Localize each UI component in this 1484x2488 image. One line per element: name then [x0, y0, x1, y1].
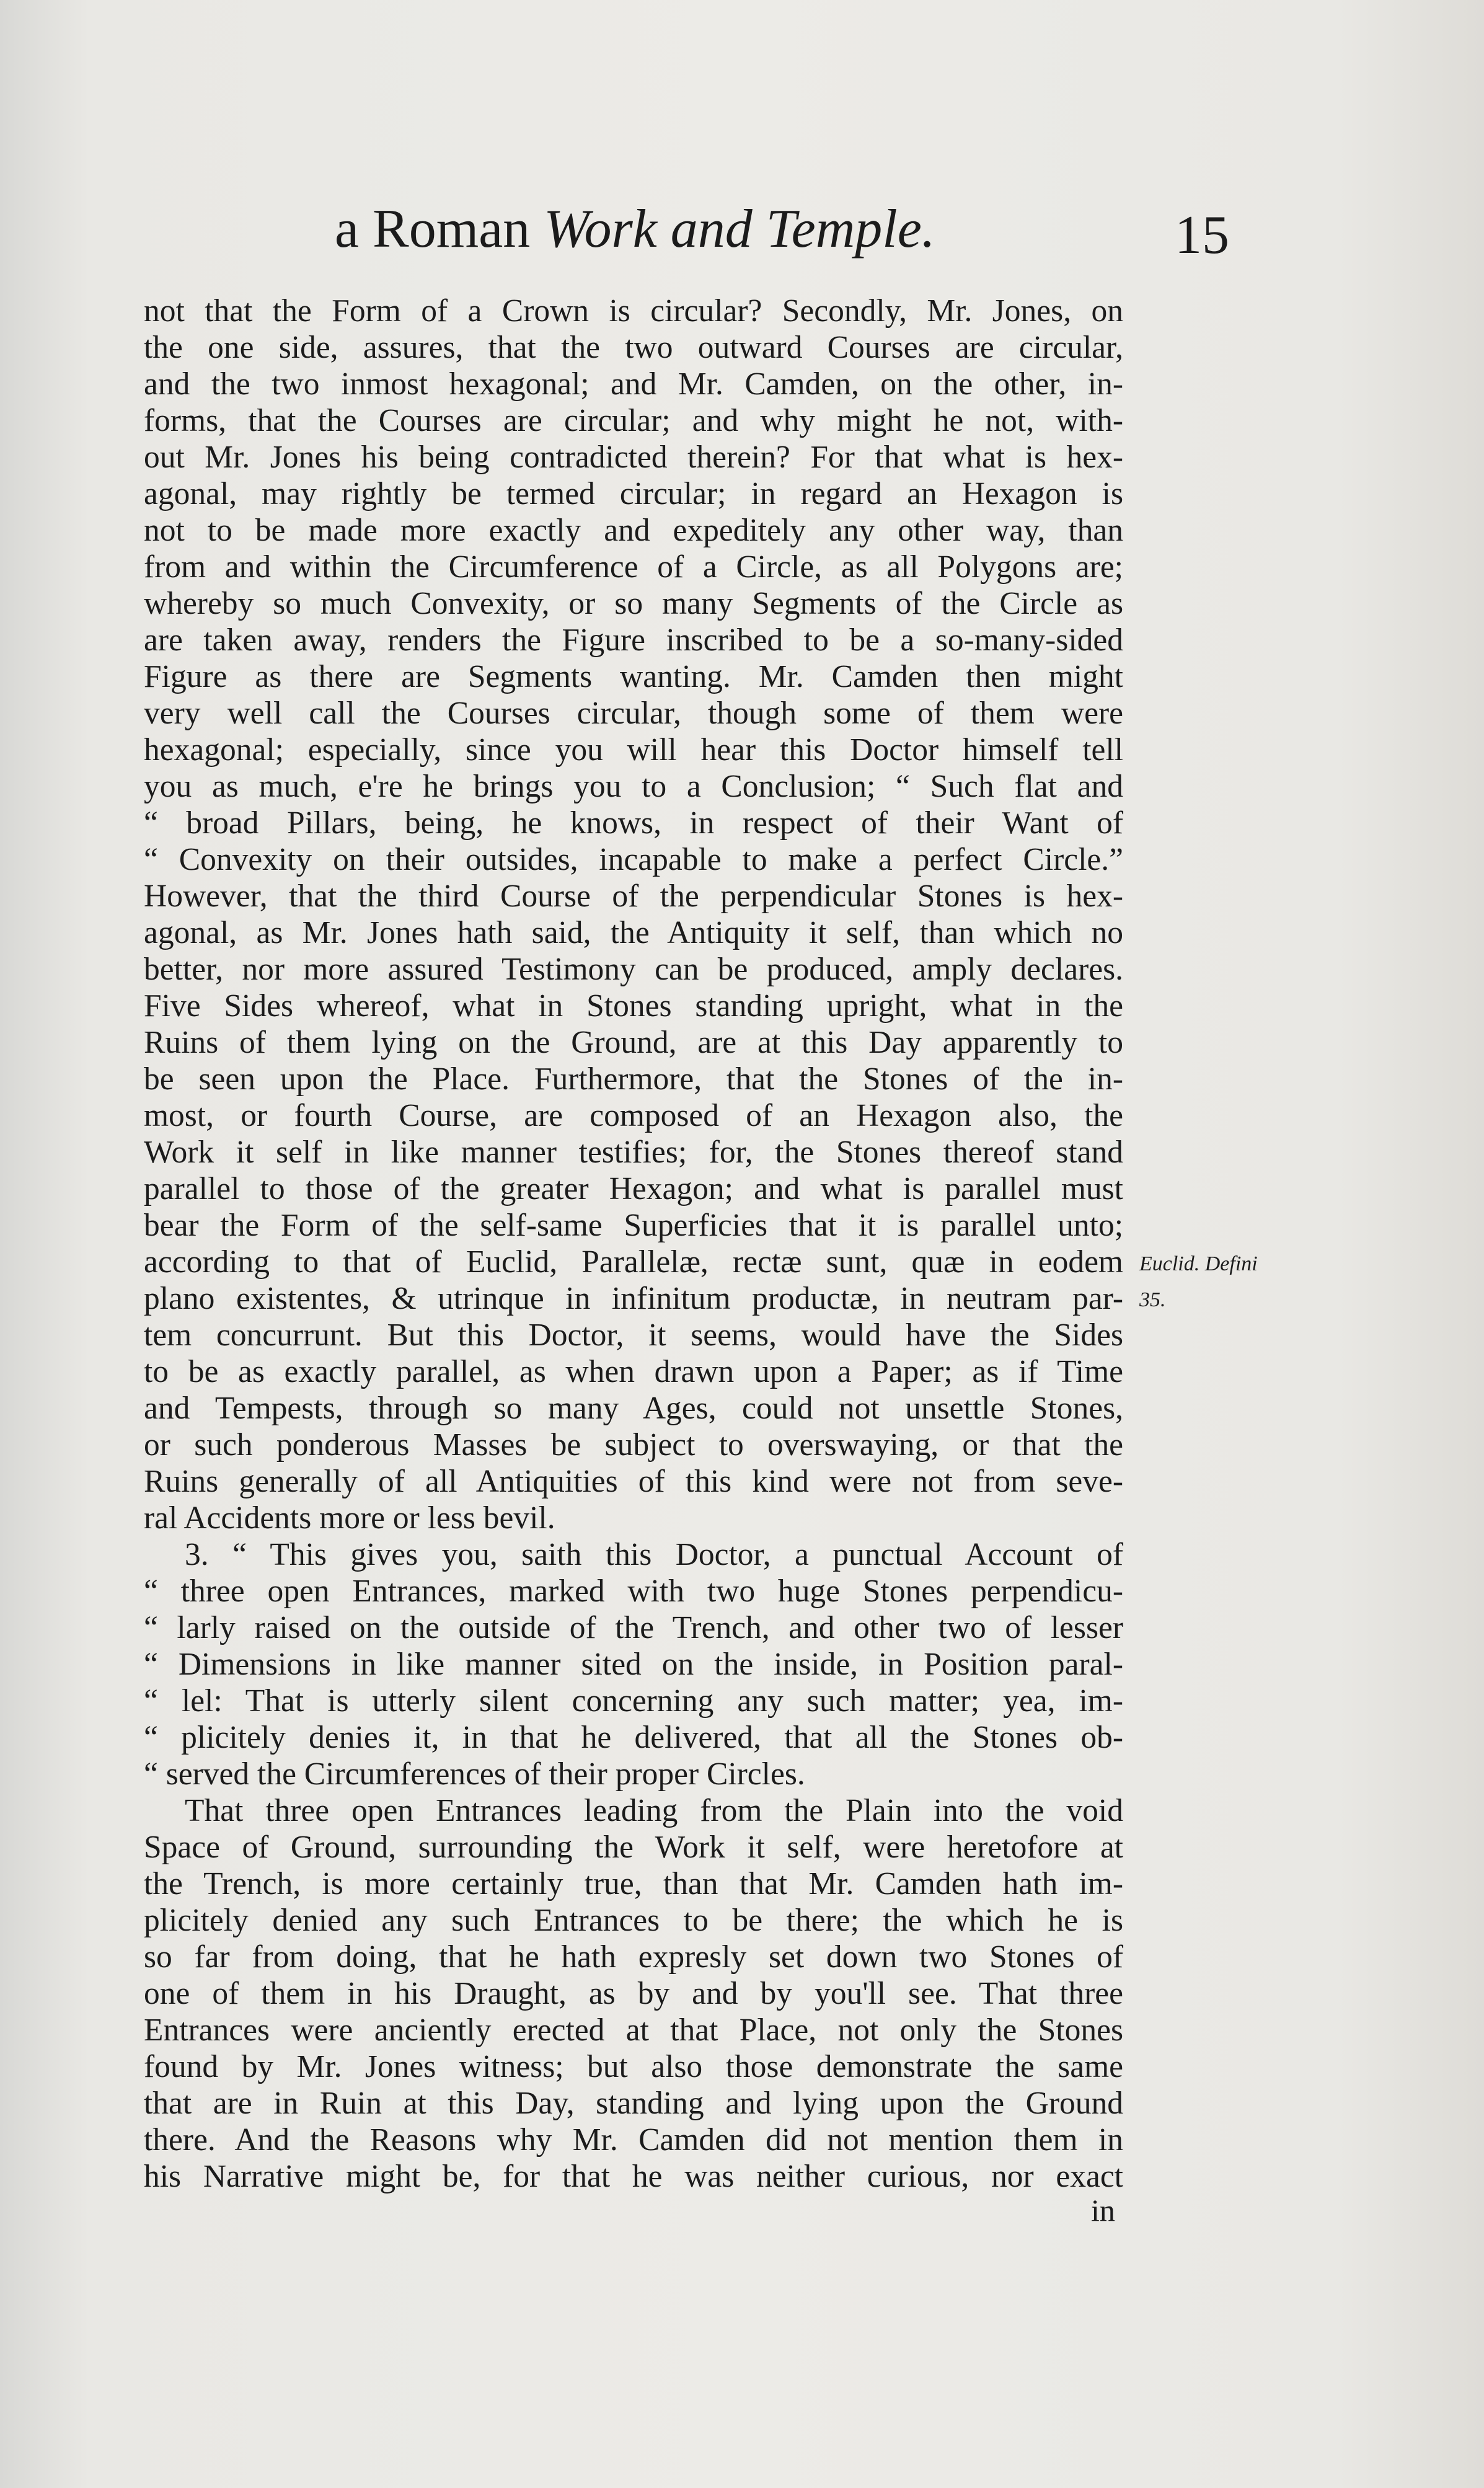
text-line: “ three open Entrances, marked with two huge Stones perpendicu- [144, 1574, 1123, 1609]
text-line: agonal, as Mr. Jones hath said, the Antiquity it self, than which no [144, 915, 1123, 950]
text-line: most, or fourth Course, are composed of an Hexagon also, the [144, 1098, 1123, 1133]
text-line: “ Convexity on their outsides, incapable to make a perfect Circle.” [144, 842, 1123, 877]
text-line: the one side, assures, that the two outward Courses are circular, [144, 330, 1123, 365]
text-line: whereby so much Convexity, or so many Segments of the Circle as [144, 586, 1123, 621]
text-line: out Mr. Jones his being contradicted therein? For that what is hex- [144, 440, 1123, 475]
text-line: that are in Ruin at this Day, standing and lying upon the Ground [144, 2086, 1123, 2121]
text-line: “ broad Pillars, being, he knows, in respect of their Want of [144, 805, 1123, 841]
text-line: plicitely denied any such Entrances to be there; the which he is [144, 1903, 1123, 1938]
text-line: forms, that the Courses are circular; and why might he not, with- [144, 403, 1123, 438]
text-line: from and within the Circumference of a Circle, as all Polygons are; [144, 549, 1123, 585]
text-line: Ruins of them lying on the Ground, are at this Day apparently to [144, 1025, 1123, 1060]
running-head-italic: Work and Temple. [544, 199, 935, 259]
margin-note: Euclid. Defini [1139, 1252, 1258, 1275]
text-line: not to be made more exactly and expeditely any other way, than [144, 513, 1123, 548]
text-line: bear the Form of the self-same Superficies that it is parallel unto; [144, 1208, 1123, 1243]
text-line: That three open Entrances leading from the Plain into the void [185, 1793, 1123, 1828]
page-number: 15 [1175, 205, 1229, 265]
text-line: plano existentes, & utrinque in infinitum productæ, in neutram par- [144, 1281, 1123, 1316]
text-line: and Tempests, through so many Ages, could not unsettle Stones, [144, 1391, 1123, 1426]
text-line: there. And the Reasons why Mr. Camden did not mention them in [144, 2122, 1123, 2158]
text-line: not that the Form of a Crown is circular? Secondly, Mr. Jones, on [144, 293, 1123, 329]
text-line: be seen upon the Place. Furthermore, that the Stones of the in- [144, 1061, 1123, 1097]
text-line: Figure as there are Segments wanting. Mr. Camden then might [144, 659, 1123, 694]
text-line: or such ponderous Masses be subject to overswaying, or that the [144, 1427, 1123, 1463]
text-line: his Narrative might be, for that he was neither curious, nor exact [144, 2159, 1123, 2194]
text-line: so far from doing, that he hath expresly set down two Stones of [144, 1939, 1123, 1975]
text-line: one of them in his Draught, as by and by you'll see. That three [144, 1976, 1123, 2011]
text-line: better, nor more assured Testimony can be produced, amply declares. [144, 952, 1123, 987]
text-line: agonal, may rightly be termed circular; in regard an Hexagon is [144, 476, 1123, 511]
text-line: found by Mr. Jones witness; but also those demonstrate the same [144, 2049, 1123, 2084]
margin-note-number: 35. [1139, 1288, 1166, 1311]
text-line: Work it self in like manner testifies; for, the Stones thereof stand [144, 1135, 1123, 1170]
text-line: “ served the Circumferences of their proper Circles. [144, 1756, 805, 1792]
text-line: Five Sides whereof, what in Stones standing upright, what in the [144, 988, 1123, 1024]
text-line: and the two inmost hexagonal; and Mr. Camden, on the other, in- [144, 366, 1123, 402]
text-line: the Trench, is more certainly true, than that Mr. Camden hath im- [144, 1866, 1123, 1901]
text-line: Entrances were anciently erected at that Place, not only the Stones [144, 2012, 1123, 2048]
running-head-roman: a Roman [335, 199, 544, 259]
text-line: Ruins generally of all Antiquities of this kind were not from seve- [144, 1464, 1123, 1499]
text-line: “ plicitely denies it, in that he delivered, that all the Stones ob- [144, 1720, 1123, 1755]
text-line: to be as exactly parallel, as when drawn upon a Paper; as if Time [144, 1354, 1123, 1389]
text-line: ral Accidents more or less bevil. [144, 1500, 555, 1536]
text-line: “ Dimensions in like manner sited on the inside, in Position paral- [144, 1647, 1123, 1682]
text-line: are taken away, renders the Figure inscribed to be a so-many-sided [144, 622, 1123, 658]
text-line: “ lel: That is utterly silent concerning any such matter; yea, im- [144, 1683, 1123, 1719]
text-line: 3. “ This gives you, saith this Doctor, a punctual Account of [185, 1537, 1123, 1572]
text-line: “ larly raised on the outside of the Trench, and other two of lesser [144, 1610, 1123, 1645]
running-head [335, 199, 935, 259]
catchword: in [1091, 2193, 1115, 2228]
text-line: tem concurrunt. But this Doctor, it seems, would have the Sides [144, 1317, 1123, 1353]
text-line: However, that the third Course of the perpendicular Stones is hex- [144, 879, 1123, 914]
text-line: very well call the Courses circular, though some of them were [144, 696, 1123, 731]
text-line: parallel to those of the greater Hexagon; and what is parallel must [144, 1171, 1123, 1206]
text-line: according to that of Euclid, Parallelæ, rectæ sunt, quæ in eodem [144, 1244, 1123, 1280]
text-line: hexagonal; especially, since you will hear this Doctor himself tell [144, 732, 1123, 768]
body-text [144, 293, 1123, 2195]
text-line: you as much, e're he brings you to a Conclusion; “ Such flat and [144, 769, 1123, 804]
text-line: Space of Ground, surrounding the Work it self, were heretofore at [144, 1830, 1123, 1865]
